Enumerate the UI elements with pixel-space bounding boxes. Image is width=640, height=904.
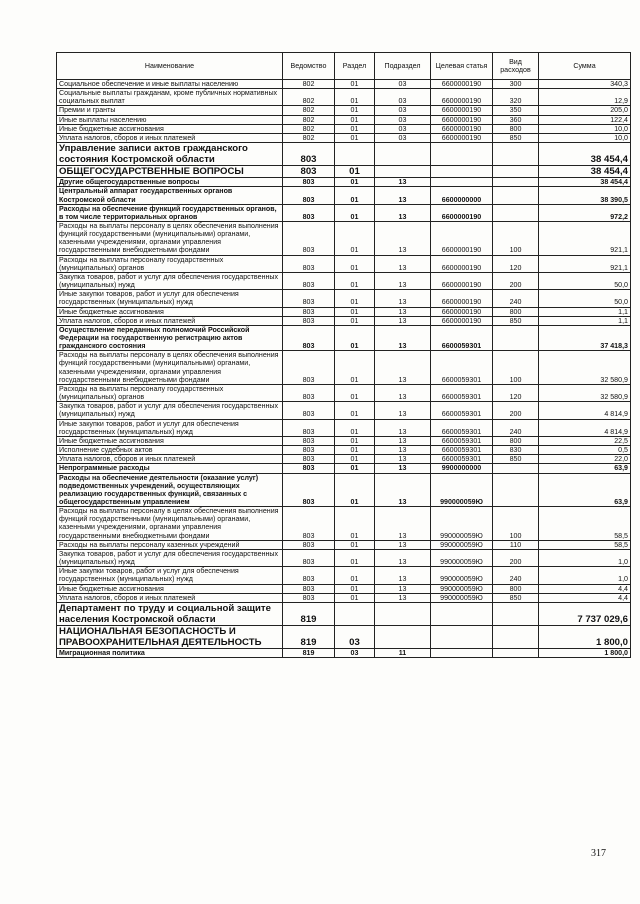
cell-podrazdel: 13: [375, 436, 431, 445]
cell-name: Другие общегосударственные вопросы: [57, 178, 283, 187]
cell-vedomstvo: 803: [283, 473, 335, 507]
cell-vid-rashodov: 350: [493, 106, 539, 115]
table-row: [57, 89, 631, 106]
table-row: [57, 455, 631, 464]
cell-celevaya-statya: 6600000190: [431, 133, 493, 142]
cell-summa: 0,5: [539, 446, 631, 455]
cell-celevaya-statya: [431, 602, 493, 625]
cell-vid-rashodov: [493, 204, 539, 221]
cell-vid-rashodov: 200: [493, 272, 539, 289]
cell-vedomstvo: 803: [283, 540, 335, 549]
cell-celevaya-statya: 6600059301: [431, 436, 493, 445]
cell-podrazdel: [375, 602, 431, 625]
cell-razdel: 01: [335, 106, 375, 115]
cell-name: Социальное обеспечение и иные выплаты населению: [57, 80, 283, 89]
cell-name: Иные закупки товаров, работ и услуг для обеспечения государственных (муниципальных) нужд: [57, 290, 283, 307]
column-header-name: Наименование: [57, 53, 283, 80]
cell-vedomstvo: 803: [283, 351, 335, 385]
cell-podrazdel: [375, 625, 431, 648]
cell-vid-rashodov: 100: [493, 351, 539, 385]
cell-razdel: 01: [335, 384, 375, 401]
cell-vedomstvo: 803: [283, 316, 335, 325]
cell-vid-rashodov: 110: [493, 540, 539, 549]
cell-podrazdel: 03: [375, 106, 431, 115]
table-row: [57, 351, 631, 385]
cell-podrazdel: 03: [375, 124, 431, 133]
cell-celevaya-statya: 6600000190: [431, 272, 493, 289]
cell-name: Расходы на выплаты персоналу государственных (муниципальных) органов: [57, 384, 283, 401]
table-body: [57, 80, 631, 658]
cell-summa: 10,0: [539, 133, 631, 142]
cell-name: Иные бюджетные ассигнования: [57, 124, 283, 133]
cell-vid-rashodov: [493, 178, 539, 187]
cell-razdel: 01: [335, 593, 375, 602]
cell-summa: 4 814,9: [539, 419, 631, 436]
cell-celevaya-statya: [431, 178, 493, 187]
cell-vedomstvo: 803: [283, 455, 335, 464]
cell-vedomstvo: 803: [283, 290, 335, 307]
cell-vedomstvo: 803: [283, 307, 335, 316]
cell-summa: 22,5: [539, 436, 631, 445]
cell-celevaya-statya: 6600000000: [431, 187, 493, 204]
cell-celevaya-statya: 990000059Ю: [431, 507, 493, 541]
cell-podrazdel: 03: [375, 80, 431, 89]
cell-razdel: 03: [335, 625, 375, 648]
column-header-vid-rashodov: Вид расходов: [493, 53, 539, 80]
cell-vedomstvo: 819: [283, 602, 335, 625]
cell-razdel: 01: [335, 166, 375, 178]
table-row: [57, 178, 631, 187]
cell-name: Расходы на выплаты персоналу государственных (муниципальных) органов: [57, 255, 283, 272]
table-row: [57, 540, 631, 549]
cell-celevaya-statya: 990000059Ю: [431, 473, 493, 507]
table-row: [57, 325, 631, 350]
cell-celevaya-statya: 6600059301: [431, 446, 493, 455]
cell-razdel: 01: [335, 133, 375, 142]
cell-summa: 12,9: [539, 89, 631, 106]
cell-podrazdel: 13: [375, 255, 431, 272]
cell-celevaya-statya: [431, 166, 493, 178]
cell-name: Социальные выплаты гражданам, кроме публичных нормативных социальных выплат: [57, 89, 283, 106]
cell-vedomstvo: 803: [283, 178, 335, 187]
cell-name: Расходы на выплаты персоналу казенных учреждений: [57, 540, 283, 549]
table-row: [57, 593, 631, 602]
table-row: [57, 115, 631, 124]
cell-razdel: 01: [335, 272, 375, 289]
cell-vedomstvo: 802: [283, 133, 335, 142]
cell-razdel: 01: [335, 80, 375, 89]
cell-summa: 921,1: [539, 221, 631, 255]
cell-vedomstvo: 803: [283, 384, 335, 401]
cell-podrazdel: 03: [375, 115, 431, 124]
cell-vid-rashodov: 320: [493, 89, 539, 106]
cell-name: Непрограммные расходы: [57, 464, 283, 473]
cell-podrazdel: 13: [375, 455, 431, 464]
cell-vid-rashodov: [493, 187, 539, 204]
table-row: [57, 602, 631, 625]
cell-vid-rashodov: 240: [493, 419, 539, 436]
cell-podrazdel: 13: [375, 384, 431, 401]
cell-summa: 50,0: [539, 272, 631, 289]
table-row: [57, 584, 631, 593]
cell-celevaya-statya: [431, 625, 493, 648]
cell-razdel: 01: [335, 446, 375, 455]
cell-vid-rashodov: 850: [493, 316, 539, 325]
cell-summa: 1 800,0: [539, 625, 631, 648]
cell-celevaya-statya: 6600000190: [431, 307, 493, 316]
cell-razdel: 01: [335, 464, 375, 473]
cell-name: Уплата налогов, сборов и иных платежей: [57, 455, 283, 464]
table-row: [57, 187, 631, 204]
cell-podrazdel: 13: [375, 325, 431, 350]
table-row: [57, 290, 631, 307]
cell-vid-rashodov: 100: [493, 507, 539, 541]
column-header-razdel: Раздел: [335, 53, 375, 80]
table-header-row: [57, 53, 631, 80]
column-header-vedomstvo: Ведомство: [283, 53, 335, 80]
cell-podrazdel: 13: [375, 540, 431, 549]
cell-vid-rashodov: [493, 473, 539, 507]
cell-summa: 340,3: [539, 80, 631, 89]
cell-razdel: 01: [335, 307, 375, 316]
cell-name: Исполнение судебных актов: [57, 446, 283, 455]
cell-razdel: 01: [335, 584, 375, 593]
cell-summa: 122,4: [539, 115, 631, 124]
table-row: [57, 80, 631, 89]
cell-podrazdel: 13: [375, 221, 431, 255]
cell-name: Иные бюджетные ассигнования: [57, 584, 283, 593]
cell-celevaya-statya: 990000059Ю: [431, 593, 493, 602]
cell-podrazdel: [375, 143, 431, 166]
cell-vedomstvo: 803: [283, 402, 335, 419]
table-row: [57, 316, 631, 325]
cell-vedomstvo: 802: [283, 80, 335, 89]
cell-summa: 7 737 029,6: [539, 602, 631, 625]
cell-razdel: 01: [335, 255, 375, 272]
cell-podrazdel: 13: [375, 446, 431, 455]
cell-podrazdel: 11: [375, 648, 431, 657]
cell-vedomstvo: 803: [283, 272, 335, 289]
cell-podrazdel: 13: [375, 593, 431, 602]
cell-summa: 4 814,9: [539, 402, 631, 419]
cell-summa: 1,0: [539, 567, 631, 584]
cell-celevaya-statya: 6600059301: [431, 325, 493, 350]
table-row: [57, 436, 631, 445]
cell-vid-rashodov: 800: [493, 584, 539, 593]
cell-razdel: 01: [335, 89, 375, 106]
cell-vedomstvo: 819: [283, 648, 335, 657]
cell-summa: 58,5: [539, 507, 631, 541]
cell-name: Осуществление переданных полномочий Российской Федерации на государственную регистрацию актов гражданского состояния: [57, 325, 283, 350]
cell-vedomstvo: 803: [283, 446, 335, 455]
cell-razdel: 01: [335, 540, 375, 549]
table-row: [57, 272, 631, 289]
cell-celevaya-statya: 6600000190: [431, 106, 493, 115]
cell-celevaya-statya: [431, 648, 493, 657]
cell-podrazdel: 13: [375, 464, 431, 473]
cell-name: Расходы на обеспечение функций государственных органов, в том числе территориальных органов: [57, 204, 283, 221]
cell-podrazdel: 13: [375, 316, 431, 325]
cell-vedomstvo: 803: [283, 549, 335, 566]
cell-podrazdel: [375, 166, 431, 178]
cell-celevaya-statya: 6600059301: [431, 384, 493, 401]
cell-summa: 22,0: [539, 455, 631, 464]
cell-vid-rashodov: [493, 648, 539, 657]
cell-summa: 38 454,4: [539, 143, 631, 166]
cell-summa: 50,0: [539, 290, 631, 307]
cell-podrazdel: 13: [375, 204, 431, 221]
cell-podrazdel: 13: [375, 507, 431, 541]
cell-podrazdel: 13: [375, 584, 431, 593]
cell-summa: 63,9: [539, 464, 631, 473]
cell-summa: 4,4: [539, 593, 631, 602]
cell-name: Расходы на выплаты персоналу в целях обеспечения выполнения функций государственными (муниципальными) органами, казенными учреждениями, органами управления государственными внебюджетными фондами: [57, 507, 283, 541]
cell-name: Расходы на выплаты персоналу в целях обеспечения выполнения функций государственными (муниципальными) органами, казенными учреждениями, органами управления государственными внебюджетными фондами: [57, 221, 283, 255]
cell-celevaya-statya: 990000059Ю: [431, 549, 493, 566]
column-header-celevaya-statya: Целевая статья: [431, 53, 493, 80]
cell-razdel: 01: [335, 507, 375, 541]
cell-podrazdel: 03: [375, 133, 431, 142]
cell-name: Иные закупки товаров, работ и услуг для обеспечения государственных (муниципальных) нужд: [57, 419, 283, 436]
cell-summa: 10,0: [539, 124, 631, 133]
cell-name: Департамент по труду и социальной защите населения Костромской области: [57, 602, 283, 625]
table-row: [57, 402, 631, 419]
cell-vedomstvo: 803: [283, 187, 335, 204]
cell-name: Центральный аппарат государственных органов Костромской области: [57, 187, 283, 204]
cell-podrazdel: 13: [375, 567, 431, 584]
cell-name: Премии и гранты: [57, 106, 283, 115]
cell-razdel: 01: [335, 178, 375, 187]
cell-celevaya-statya: 990000059Ю: [431, 584, 493, 593]
table-row: [57, 106, 631, 115]
cell-podrazdel: 13: [375, 290, 431, 307]
cell-vid-rashodov: 830: [493, 446, 539, 455]
cell-celevaya-statya: 6600000190: [431, 290, 493, 307]
cell-celevaya-statya: 6600059301: [431, 402, 493, 419]
cell-vedomstvo: 802: [283, 124, 335, 133]
cell-name: Иные бюджетные ассигнования: [57, 436, 283, 445]
cell-celevaya-statya: 6600059301: [431, 351, 493, 385]
cell-name: Уплата налогов, сборов и иных платежей: [57, 593, 283, 602]
cell-name: Миграционная политика: [57, 648, 283, 657]
cell-summa: 1,1: [539, 307, 631, 316]
cell-vedomstvo: 803: [283, 567, 335, 584]
cell-razdel: 01: [335, 351, 375, 385]
cell-vedomstvo: 803: [283, 507, 335, 541]
cell-podrazdel: 13: [375, 473, 431, 507]
cell-vid-rashodov: [493, 625, 539, 648]
cell-summa: 1,1: [539, 316, 631, 325]
cell-name: НАЦИОНАЛЬНАЯ БЕЗОПАСНОСТЬ И ПРАВООХРАНИТЕЛЬНАЯ ДЕЯТЕЛЬНОСТЬ: [57, 625, 283, 648]
cell-summa: 32 580,9: [539, 351, 631, 385]
cell-summa: 63,9: [539, 473, 631, 507]
cell-celevaya-statya: 6600000190: [431, 124, 493, 133]
cell-razdel: 01: [335, 549, 375, 566]
cell-razdel: 01: [335, 325, 375, 350]
cell-vid-rashodov: 200: [493, 402, 539, 419]
table-row: [57, 384, 631, 401]
cell-name: Расходы на выплаты персоналу в целях обеспечения выполнения функций государственными (муниципальными) органами, казенными учреждениями, органами управления государственными внебюджетными фондами: [57, 351, 283, 385]
table-row: [57, 464, 631, 473]
cell-vid-rashodov: 120: [493, 255, 539, 272]
cell-celevaya-statya: 6600000190: [431, 316, 493, 325]
cell-summa: 37 418,3: [539, 325, 631, 350]
cell-podrazdel: 13: [375, 549, 431, 566]
column-header-podrazdel: Подраздел: [375, 53, 431, 80]
cell-razdel: 01: [335, 115, 375, 124]
cell-vid-rashodov: 300: [493, 80, 539, 89]
cell-vedomstvo: 803: [283, 143, 335, 166]
cell-podrazdel: 13: [375, 419, 431, 436]
table-row: [57, 307, 631, 316]
cell-celevaya-statya: 6600000190: [431, 204, 493, 221]
cell-vedomstvo: 803: [283, 325, 335, 350]
cell-summa: 205,0: [539, 106, 631, 115]
cell-podrazdel: 13: [375, 351, 431, 385]
cell-podrazdel: 03: [375, 89, 431, 106]
cell-celevaya-statya: 6600059301: [431, 455, 493, 464]
cell-vedomstvo: 802: [283, 89, 335, 106]
cell-celevaya-statya: 6600000190: [431, 221, 493, 255]
cell-vedomstvo: 802: [283, 106, 335, 115]
cell-vedomstvo: 802: [283, 115, 335, 124]
cell-vid-rashodov: 800: [493, 307, 539, 316]
cell-name: Закупка товаров, работ и услуг для обеспечения государственных (муниципальных) нужд: [57, 402, 283, 419]
cell-vid-rashodov: 850: [493, 133, 539, 142]
table-row: [57, 221, 631, 255]
cell-podrazdel: 13: [375, 402, 431, 419]
cell-name: Расходы на обеспечение деятельности (оказание услуг) подведомственных учреждений, осуществляющих реализацию государственных функций, связанных с общегосударственным управлением: [57, 473, 283, 507]
table-row: [57, 507, 631, 541]
cell-vid-rashodov: [493, 464, 539, 473]
table-row: [57, 549, 631, 566]
cell-summa: 38 390,5: [539, 187, 631, 204]
cell-celevaya-statya: [431, 143, 493, 166]
cell-vid-rashodov: 850: [493, 455, 539, 464]
cell-celevaya-statya: 6600000190: [431, 89, 493, 106]
cell-name: Иные выплаты населению: [57, 115, 283, 124]
cell-vid-rashodov: [493, 602, 539, 625]
cell-podrazdel: 13: [375, 307, 431, 316]
cell-razdel: 01: [335, 567, 375, 584]
table-row: [57, 648, 631, 657]
table-row: [57, 166, 631, 178]
cell-vedomstvo: 819: [283, 625, 335, 648]
cell-vedomstvo: 803: [283, 166, 335, 178]
cell-razdel: 01: [335, 455, 375, 464]
cell-razdel: 03: [335, 648, 375, 657]
cell-razdel: 01: [335, 473, 375, 507]
cell-summa: 32 580,9: [539, 384, 631, 401]
cell-vedomstvo: 803: [283, 584, 335, 593]
cell-summa: 1 800,0: [539, 648, 631, 657]
table-row: [57, 419, 631, 436]
cell-razdel: 01: [335, 316, 375, 325]
table-row: [57, 124, 631, 133]
cell-vid-rashodov: 360: [493, 115, 539, 124]
cell-vid-rashodov: [493, 143, 539, 166]
cell-razdel: 01: [335, 419, 375, 436]
cell-razdel: [335, 602, 375, 625]
cell-podrazdel: 13: [375, 187, 431, 204]
cell-vid-rashodov: 800: [493, 124, 539, 133]
cell-vid-rashodov: 240: [493, 290, 539, 307]
cell-razdel: 01: [335, 402, 375, 419]
page-number: 317: [591, 848, 606, 859]
cell-summa: 921,1: [539, 255, 631, 272]
cell-podrazdel: 13: [375, 272, 431, 289]
cell-razdel: 01: [335, 204, 375, 221]
cell-vid-rashodov: 800: [493, 436, 539, 445]
cell-vedomstvo: 803: [283, 593, 335, 602]
cell-razdel: 01: [335, 187, 375, 204]
cell-celevaya-statya: 6600000190: [431, 255, 493, 272]
cell-summa: 38 454,4: [539, 166, 631, 178]
table-row: [57, 625, 631, 648]
table-row: [57, 255, 631, 272]
cell-name: ОБЩЕГОСУДАРСТВЕННЫЕ ВОПРОСЫ: [57, 166, 283, 178]
table-row: [57, 204, 631, 221]
cell-celevaya-statya: 9900000000: [431, 464, 493, 473]
cell-vid-rashodov: 200: [493, 549, 539, 566]
cell-razdel: 01: [335, 436, 375, 445]
cell-razdel: 01: [335, 221, 375, 255]
cell-vedomstvo: 803: [283, 419, 335, 436]
cell-vid-rashodov: 120: [493, 384, 539, 401]
table-row: [57, 133, 631, 142]
cell-vid-rashodov: 850: [493, 593, 539, 602]
cell-summa: 4,4: [539, 584, 631, 593]
budget-table: [56, 52, 631, 658]
cell-name: Управление записи актов гражданского состояния Костромской области: [57, 143, 283, 166]
cell-podrazdel: 13: [375, 178, 431, 187]
cell-vedomstvo: 803: [283, 464, 335, 473]
cell-name: Уплата налогов, сборов и иных платежей: [57, 316, 283, 325]
cell-name: Закупка товаров, работ и услуг для обеспечения государственных (муниципальных) нужд: [57, 549, 283, 566]
cell-name: Уплата налогов, сборов и иных платежей: [57, 133, 283, 142]
table-row: [57, 143, 631, 166]
cell-summa: 1,0: [539, 549, 631, 566]
cell-vedomstvo: 803: [283, 221, 335, 255]
cell-celevaya-statya: 6600000190: [431, 80, 493, 89]
cell-vedomstvo: 803: [283, 204, 335, 221]
table-row: [57, 446, 631, 455]
column-header-summa: Сумма: [539, 53, 631, 80]
cell-vedomstvo: 803: [283, 255, 335, 272]
cell-summa: 972,2: [539, 204, 631, 221]
cell-razdel: 01: [335, 290, 375, 307]
cell-razdel: 01: [335, 124, 375, 133]
cell-celevaya-statya: 990000059Ю: [431, 567, 493, 584]
table-row: [57, 473, 631, 507]
cell-name: Иные бюджетные ассигнования: [57, 307, 283, 316]
cell-vid-rashodov: [493, 325, 539, 350]
cell-name: Закупка товаров, работ и услуг для обеспечения государственных (муниципальных) нужд: [57, 272, 283, 289]
cell-summa: 58,5: [539, 540, 631, 549]
cell-vid-rashodov: 100: [493, 221, 539, 255]
cell-vid-rashodov: 240: [493, 567, 539, 584]
cell-celevaya-statya: 6600000190: [431, 115, 493, 124]
cell-vid-rashodov: [493, 166, 539, 178]
cell-vedomstvo: 803: [283, 436, 335, 445]
cell-celevaya-statya: 990000059Ю: [431, 540, 493, 549]
table-row: [57, 567, 631, 584]
cell-name: Иные закупки товаров, работ и услуг для обеспечения государственных (муниципальных) нужд: [57, 567, 283, 584]
cell-celevaya-statya: 6600059301: [431, 419, 493, 436]
cell-razdel: [335, 143, 375, 166]
cell-summa: 38 454,4: [539, 178, 631, 187]
